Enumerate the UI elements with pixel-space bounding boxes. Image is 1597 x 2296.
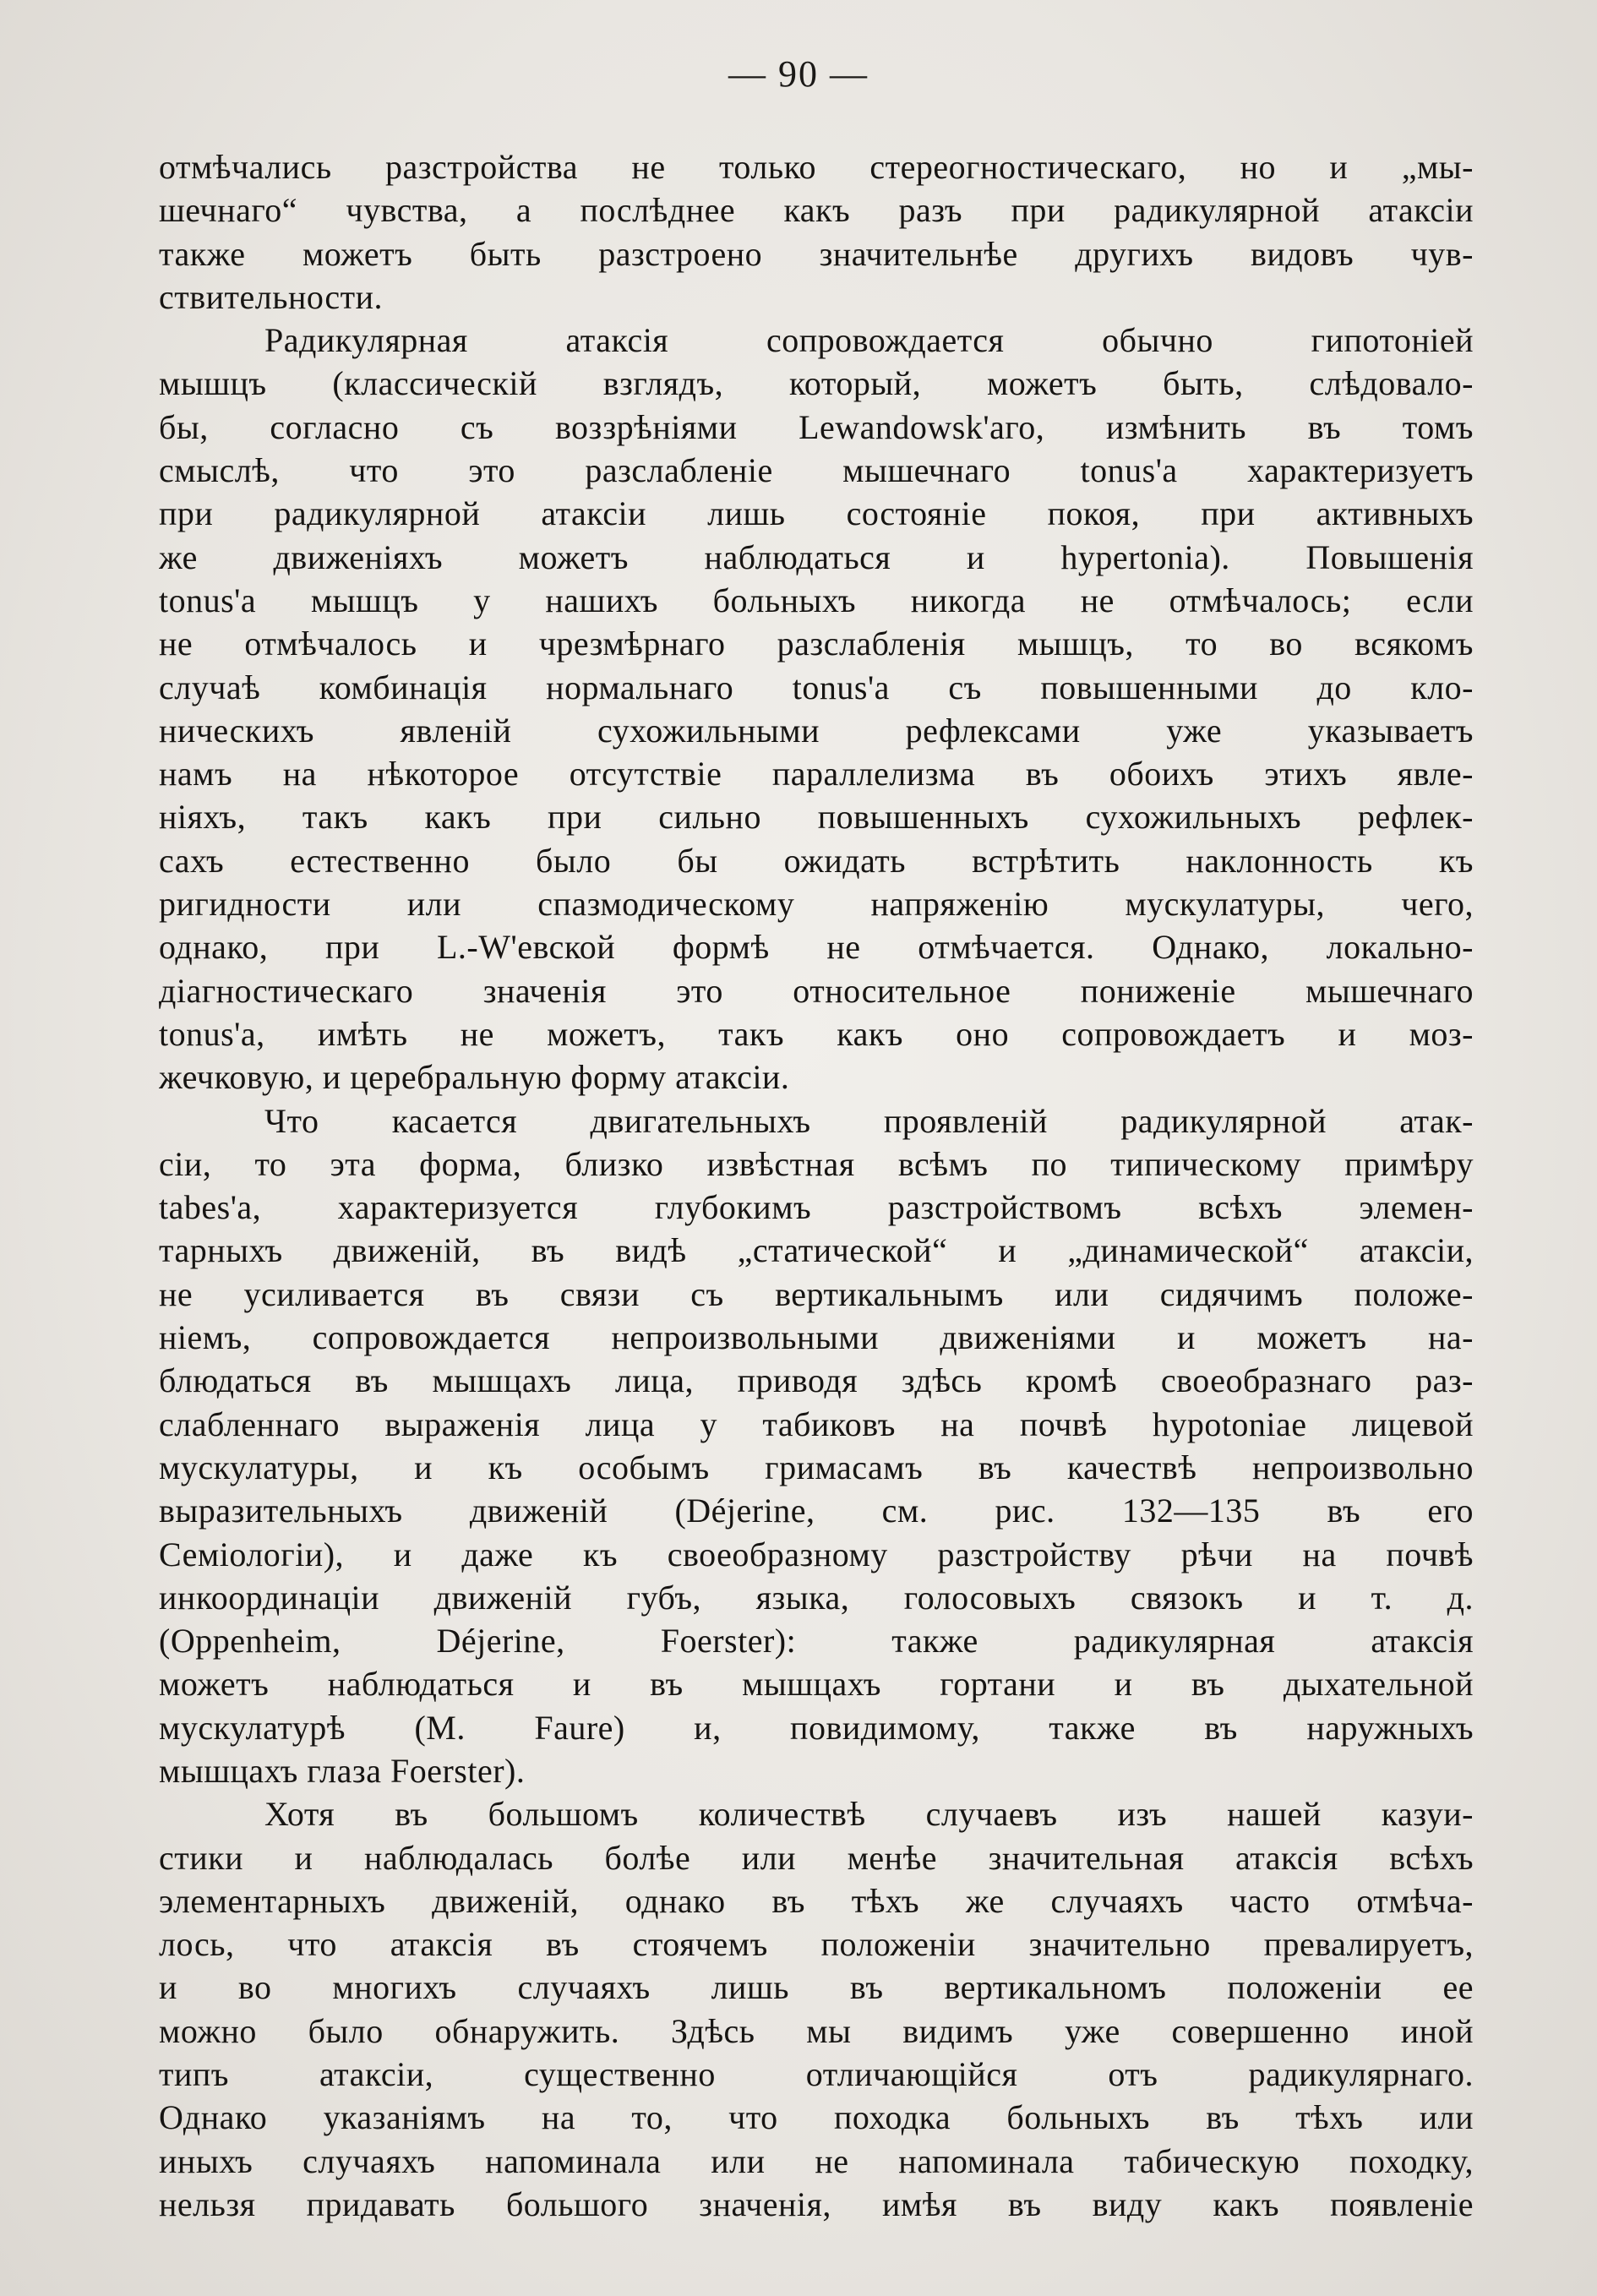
text-line: шечнаго“ чувства, а послѣднее какъ разъ при радикулярной атаксіи bbox=[159, 191, 1474, 230]
text-line: типъ атаксіи, существенно отличающійся отъ радикулярнаго. bbox=[159, 2055, 1474, 2094]
text-line: Однако указаніямъ на то, что походка больныхъ въ тѣхъ или bbox=[159, 2098, 1474, 2137]
text-line: мышцъ (классическій взглядъ, который, можетъ быть, слѣдовало- bbox=[159, 364, 1474, 403]
text-line: однако, при L.-W'евской формѣ не отмѣчается. Однако, локально- bbox=[159, 928, 1474, 967]
text-line: сіи, то эта форма, близко извѣстная всѣмъ по типическому примѣру bbox=[159, 1144, 1474, 1183]
text-line: отмѣчались разстройства не только стереогностическаго, но и „мы- bbox=[159, 148, 1474, 186]
text-line: и во многихъ случаяхъ лишь въ вертикальномъ положеніи ее bbox=[159, 1968, 1474, 2007]
text-line: можно было обнаружить. Здѣсь мы видимъ уже совершенно иной bbox=[159, 2011, 1474, 2050]
text-line: сахъ естественно было бы ожидать встрѣтить наклонность къ bbox=[159, 841, 1474, 880]
text-line: мускулатуры, и къ особымъ гримасамъ въ качествѣ непроизвольно bbox=[159, 1448, 1474, 1486]
page-number: — 90 — bbox=[728, 53, 869, 95]
text-line: выразительныхъ движеній (Déjerine, см. рис. 132—135 въ его bbox=[159, 1492, 1474, 1530]
body-text bbox=[159, 145, 1474, 2226]
text-line: жечковую, и церебральную форму атаксіи. bbox=[159, 1058, 790, 1097]
text-line: лось, что атаксія въ стоячемъ положеніи значительно превалируетъ, bbox=[159, 1925, 1474, 1964]
text-line: Что касается двигательныхъ проявленій радикулярной атак- bbox=[264, 1101, 1474, 1140]
text-line: инкоординаціи движеній губъ, языка, голосовыхъ связокъ и т. д. bbox=[159, 1578, 1474, 1617]
text-line: мышцахъ глаза Foerster). bbox=[159, 1751, 526, 1790]
text-line: не усиливается въ связи съ вертикальнымъ или сидячимъ положе- bbox=[159, 1274, 1474, 1313]
text-line: ническихъ явленій сухожильными рефлексами уже указываетъ bbox=[159, 711, 1474, 750]
text-line: tonus'а, имѣть не можетъ, такъ какъ оно сопровождаетъ и моз- bbox=[159, 1014, 1474, 1053]
text-line: не отмѣчалось и чрезмѣрнаго разслабленія мышцъ, то во всякомъ bbox=[159, 624, 1474, 663]
text-line: намъ на нѣкоторое отсутствіе параллелизма въ обоихъ этихъ явле- bbox=[159, 755, 1474, 794]
text-line: мускулатурѣ (M. Faure) и, повидимому, также въ наружныхъ bbox=[159, 1708, 1474, 1747]
text-line: tonus'а мышцъ у нашихъ больныхъ никогда не отмѣчалось; если bbox=[159, 581, 1474, 619]
text-line: ніемъ, сопровождается непроизвольными движеніями и можетъ на- bbox=[159, 1318, 1474, 1357]
text-line: ніяхъ, такъ какъ при сильно повышенныхъ сухожильныхъ рефлек- bbox=[159, 798, 1474, 837]
text-line: tabes'а, характеризуется глубокимъ разстройствомъ всѣхъ элемен- bbox=[159, 1188, 1474, 1227]
text-line: можетъ наблюдаться и въ мышцахъ гортани и въ дыхательной bbox=[159, 1665, 1474, 1704]
text-line: слабленнаго выраженія лица у табиковъ на почвѣ hypotoniae лицевой bbox=[159, 1404, 1474, 1443]
text-line: Радикулярная атаксія сопровождается обычно гипотоніей bbox=[264, 321, 1474, 360]
text-line: смыслѣ, что это разслабленіе мышечнаго tonus'а характеризуетъ bbox=[159, 451, 1474, 490]
text-line: случаѣ комбинація нормальнаго tonus'а съ повышенными до кло- bbox=[159, 668, 1474, 706]
text-line: Семіологіи), и даже къ своеобразному разстройству рѣчи на почвѣ bbox=[159, 1535, 1474, 1573]
text-line: ствительности. bbox=[159, 277, 384, 316]
text-line: бы, согласно съ воззрѣніями Lewandowsk'аго, измѣнить въ томъ bbox=[159, 407, 1474, 446]
text-line: также можетъ быть разстроено значительнѣе другихъ видовъ чув- bbox=[159, 234, 1474, 273]
text-line: иныхъ случаяхъ напоминала или не напоминала табическую походку, bbox=[159, 2141, 1474, 2180]
text-line: тарныхъ движеній, въ видѣ „статической“ и „динамической“ атаксіи, bbox=[159, 1231, 1474, 1270]
text-line: ригидности или спазмодическому напряженію мускулатуры, чего, bbox=[159, 885, 1474, 924]
text-line: нельзя придавать большого значенія, имѣя въ виду какъ появленіе bbox=[159, 2184, 1474, 2223]
text-line: Хотя въ большомъ количествѣ случаевъ изъ нашей казуи- bbox=[264, 1795, 1474, 1834]
text-line: же движеніяхъ можетъ наблюдаться и hypertonia). Повышенія bbox=[159, 537, 1474, 576]
text-line: (Oppenheim, Déjerine, Foerster): также радикулярная атаксія bbox=[159, 1622, 1474, 1661]
text-line: при радикулярной атаксіи лишь состояніе покоя, при активныхъ bbox=[159, 494, 1474, 533]
text-line: діагностическаго значенія это относительное пониженіе мышечнаго bbox=[159, 971, 1474, 1010]
text-line: стики и наблюдалась болѣе или менѣе значительная атаксія всѣхъ bbox=[159, 1838, 1474, 1877]
text-line: элементарныхъ движеній, однако въ тѣхъ же случаяхъ часто отмѣча- bbox=[159, 1881, 1474, 1920]
text-line: блюдаться въ мышцахъ лица, приводя здѣсь кромѣ своеобразнаго раз- bbox=[159, 1361, 1474, 1400]
